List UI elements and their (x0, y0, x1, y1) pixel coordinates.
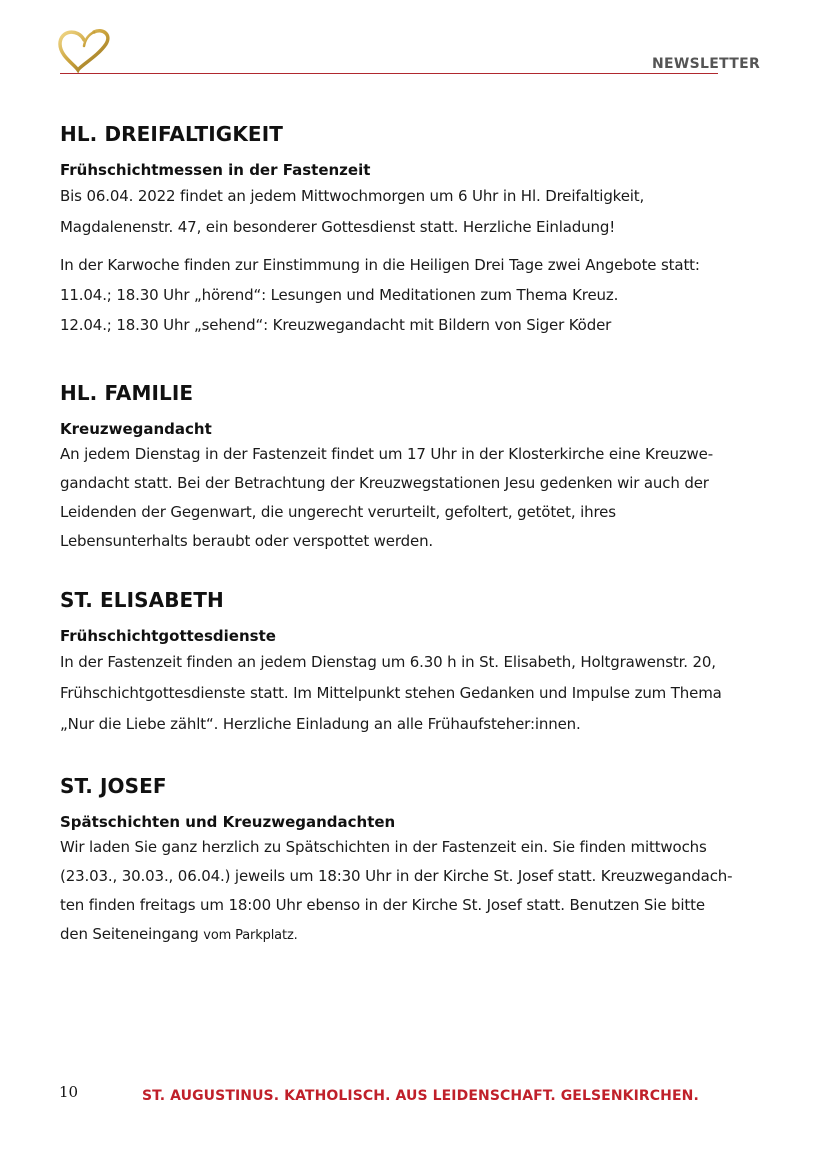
section-paragraph (60, 647, 750, 740)
section-subtitle: Frühschichtgottesdienste (60, 627, 276, 645)
footer-slogan: ST. AUGUSTINUS. KATHOLISCH. AUS LEIDENSCHAFT. GELSENKIRCHEN. (142, 1088, 699, 1104)
text-line: Bis 06.04. 2022 findet an jedem Mittwochmorgen um 6 Uhr in Hl. Dreifaltigkeit, (60, 187, 645, 205)
text-line: „Nur die Liebe zählt“. Herzliche Einladung an alle Frühaufsteher:innen. (60, 715, 581, 733)
text-line: ten finden freitags um 18:00 Uhr ebenso in der Kirche St. Josef statt. Benutzen Sie bitte (60, 896, 705, 914)
text-line: 11.04.; 18.30 Uhr „hörend“: Lesungen und Meditationen zum Thema Kreuz. (60, 286, 619, 304)
section-title: ST. ELISABETH (60, 588, 224, 612)
text-line-start: den Seiteneingang (60, 925, 204, 943)
section-hl-familie (60, 380, 750, 556)
section-title: ST. JOSEF (60, 774, 167, 798)
section-st-josef (60, 773, 750, 950)
section-title: HL. FAMILIE (60, 381, 194, 405)
text-line: An jedem Dienstag in der Fastenzeit findet um 17 Uhr in der Klosterkirche eine Kreuzwe- (60, 445, 714, 463)
section-paragraph (60, 181, 750, 243)
gold-heart-icon (54, 26, 112, 76)
text-line: In der Fastenzeit finden an jedem Dienstag um 6.30 h in St. Elisabeth, Holtgrawenstr. 20, (60, 653, 716, 671)
header-newsletter-label: NEWSLETTER (652, 56, 761, 72)
header-divider (60, 73, 718, 74)
text-line: Leidenden der Gegenwart, die ungerecht verurteilt, gefoltert, getötet, ihres (60, 503, 616, 521)
text-line-end: vom Parkplatz. (203, 928, 298, 943)
text-line: In der Karwoche finden zur Einstimmung in die Heiligen Drei Tage zwei Angebote statt: (60, 256, 700, 274)
text-line: gandacht statt. Bei der Betrachtung der Kreuzwegstationen Jesu gedenken wir auch der (60, 474, 709, 492)
text-line: (23.03., 30.03., 06.04.) jeweils um 18:30 Uhr in der Kirche St. Josef statt. Kreuzwegandach- (60, 867, 733, 885)
section-st-elisabeth (60, 587, 750, 740)
section-paragraph (60, 833, 750, 950)
section-paragraph (60, 440, 750, 556)
page-number: 10 (59, 1083, 79, 1101)
section-subtitle: Frühschichtmessen in der Fastenzeit (60, 161, 371, 179)
text-line: Wir laden Sie ganz herzlich zu Spätschichten in der Fastenzeit ein. Sie finden mittwochs (60, 838, 707, 856)
section-subtitle: Spätschichten und Kreuzwegandachten (60, 813, 396, 831)
section-subtitle: Kreuzwegandacht (60, 420, 212, 438)
section-title: HL. DREIFALTIGKEIT (60, 122, 283, 146)
section-hl-dreifaltigkeit (60, 121, 750, 340)
text-line: 12.04.; 18.30 Uhr „sehend“: Kreuzwegandacht mit Bildern von Siger Köder (60, 316, 612, 334)
text-line: Frühschichtgottesdienste statt. Im Mittelpunkt stehen Gedanken und Impulse zum Thema (60, 684, 722, 702)
text-line (60, 920, 750, 950)
text-line: Lebensunterhalts beraubt oder verspottet werden. (60, 532, 434, 550)
text-line: Magdalenenstr. 47, ein besonderer Gottesdienst statt. Herzliche Einladung! (60, 218, 616, 236)
section-paragraph (60, 250, 750, 340)
